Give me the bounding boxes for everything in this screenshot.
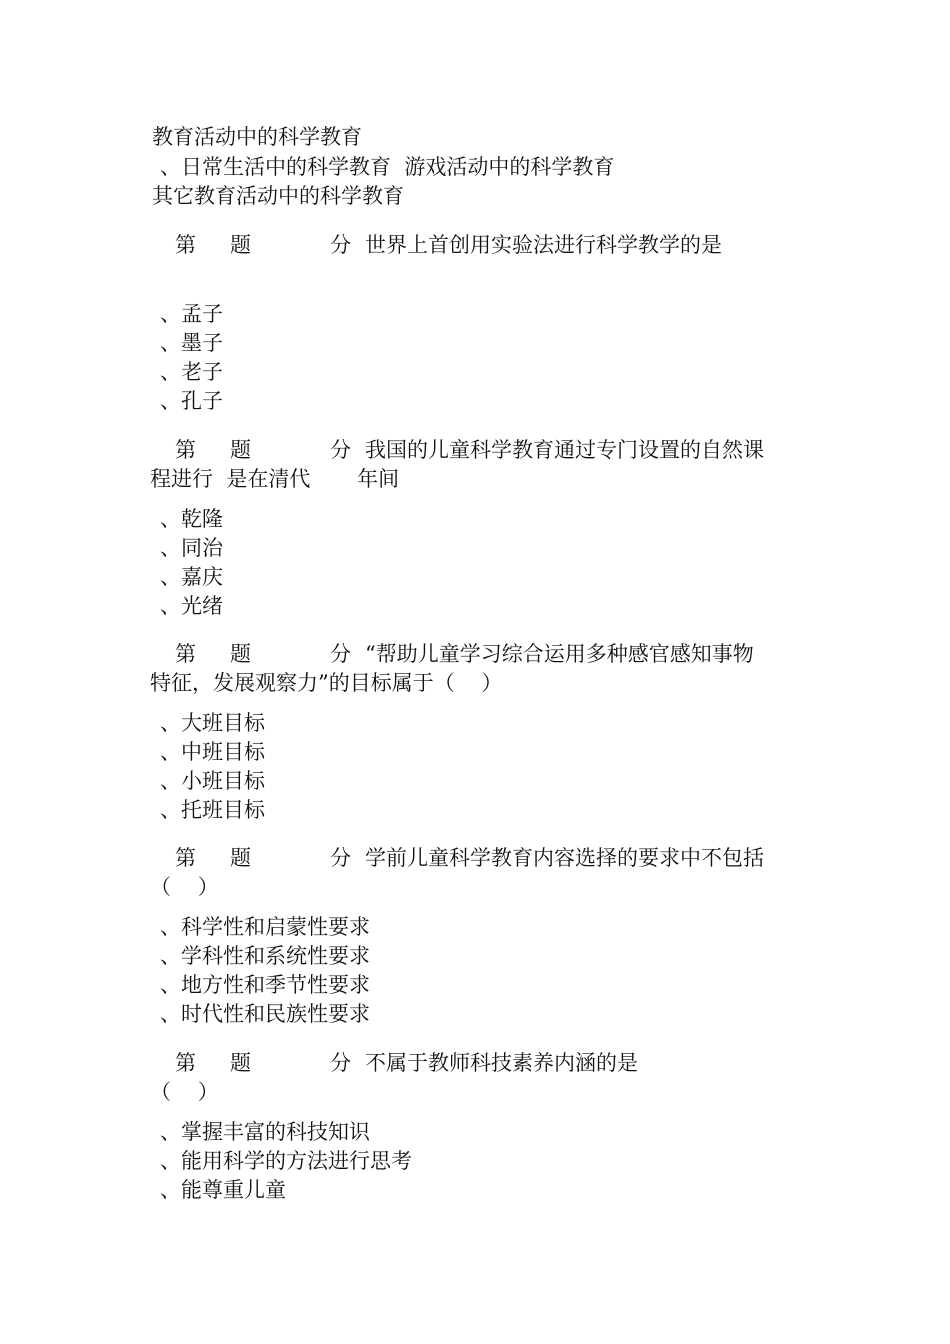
option-b: 、能用科学的方法进行思考 <box>160 1149 412 1173</box>
option-d: 、时代性和民族性要求 <box>160 1002 370 1026</box>
question-number-label: 第 <box>175 438 196 462</box>
option-a: 、大班目标 <box>160 711 265 735</box>
option-d: 、托班目标 <box>160 798 265 822</box>
question-3-header <box>0 640 950 668</box>
question-stem: 世界上首创用实验法进行科学教学的是 <box>365 233 722 257</box>
question-title-label: 题 <box>230 233 251 257</box>
option-c: 、小班目标 <box>160 769 265 793</box>
option-c: 、能尊重儿童 <box>160 1178 286 1202</box>
question-stem: 不属于教师科技素养内涵的是 <box>365 1051 638 1075</box>
question-title-label: 题 <box>230 438 251 462</box>
option-a: 、乾隆 <box>160 507 223 531</box>
question-4-header <box>0 844 950 872</box>
intro-line-3: 其它教育活动中的科学教育 <box>152 184 404 208</box>
question-score-label: 分 <box>330 846 351 870</box>
question-number-label: 第 <box>175 846 196 870</box>
option-c: 、老子 <box>160 360 223 384</box>
question-score-label: 分 <box>330 642 351 666</box>
option-b: 、中班目标 <box>160 740 265 764</box>
option-c: 、嘉庆 <box>160 565 223 589</box>
question-stem-continued: 特征，发展观察力”的目标属于（ ） <box>150 671 503 695</box>
question-5-header <box>0 1049 950 1077</box>
question-stem-continued: （ ） <box>150 1080 219 1104</box>
option-d: 、孔子 <box>160 389 223 413</box>
option-a: 、孟子 <box>160 302 223 326</box>
question-stem: 我国的儿童科学教育通过专门设置的自然课 <box>365 438 764 462</box>
option-b: 、墨子 <box>160 331 223 355</box>
question-stem: “帮助儿童学习综合运用多种感官感知事物 <box>365 642 754 666</box>
intro-line-2: 、日常生活中的科学教育 游戏活动中的科学教育 <box>160 155 615 179</box>
option-b: 、同治 <box>160 536 223 560</box>
option-a: 、掌握丰富的科技知识 <box>160 1120 370 1144</box>
question-number-label: 第 <box>175 642 196 666</box>
question-stem: 学前儿童科学教育内容选择的要求中不包括 <box>365 846 764 870</box>
question-title-label: 题 <box>230 846 251 870</box>
question-stem-continued: （ ） <box>150 875 219 899</box>
question-score-label: 分 <box>330 1051 351 1075</box>
intro-line-1: 教育活动中的科学教育 <box>152 125 362 149</box>
option-b: 、学科性和系统性要求 <box>160 944 370 968</box>
question-2-header <box>0 436 950 464</box>
question-title-label: 题 <box>230 1051 251 1075</box>
question-title-label: 题 <box>230 642 251 666</box>
question-score-label: 分 <box>330 438 351 462</box>
question-score-label: 分 <box>330 233 351 257</box>
option-d: 、光绪 <box>160 594 223 618</box>
option-a: 、科学性和启蒙性要求 <box>160 915 370 939</box>
question-number-label: 第 <box>175 233 196 257</box>
option-c: 、地方性和季节性要求 <box>160 973 370 997</box>
question-1-header <box>0 231 950 259</box>
question-stem-continued: 程进行 是在清代 年间 <box>150 467 400 491</box>
question-number-label: 第 <box>175 1051 196 1075</box>
